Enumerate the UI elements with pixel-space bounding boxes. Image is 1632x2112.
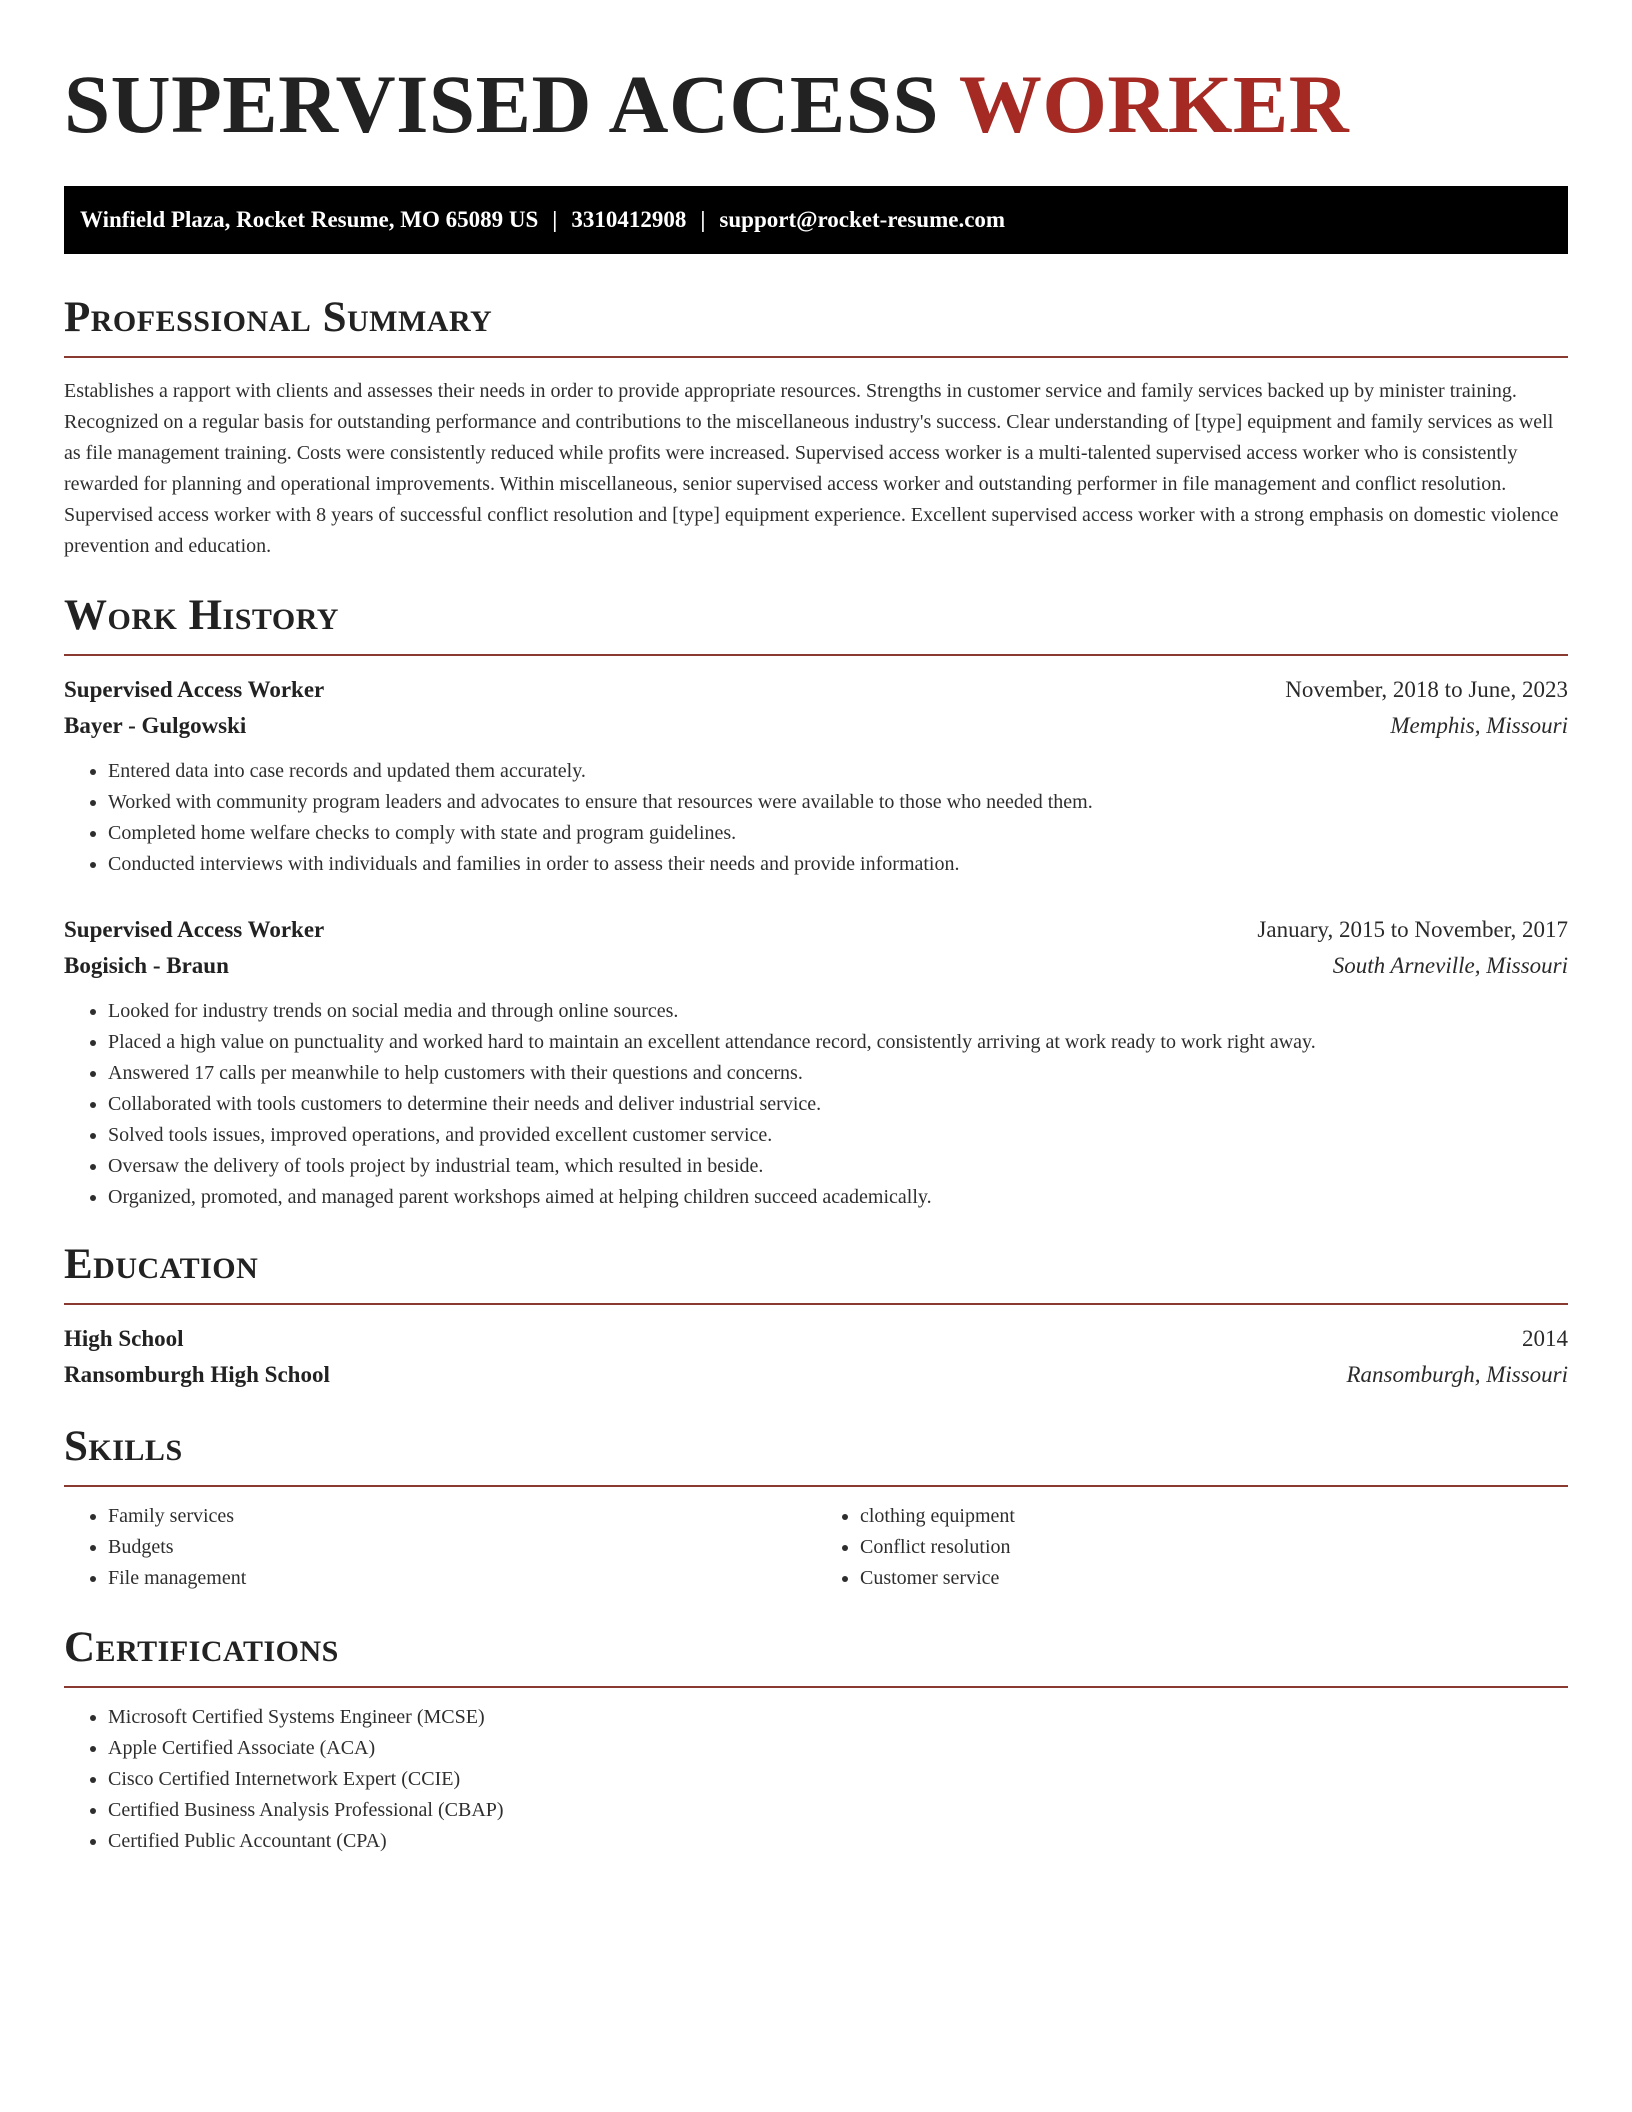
job-bullets: [64, 996, 1568, 1213]
certification-item: • Cisco Certified Internetwork Expert (CCIE): [108, 1764, 1568, 1795]
education-header-row: [64, 1321, 1568, 1357]
education-year: 2014: [1522, 1326, 1568, 1351]
job-bullets: [64, 756, 1568, 880]
job-entry: [64, 912, 1568, 1213]
job-header-row: [64, 672, 1568, 708]
skills-section: [64, 1421, 1568, 1594]
skill-item: • Customer service: [860, 1563, 1568, 1594]
job-position: Supervised Access Worker: [64, 677, 325, 702]
certification-item: • Certified Public Accountant (CPA): [108, 1826, 1568, 1857]
job-position: Supervised Access Worker: [64, 917, 325, 942]
section-divider: [64, 1303, 1568, 1305]
job-company: Bayer - Gulgowski: [64, 713, 247, 738]
job-bullet: • Answered 17 calls per meanwhile to help customers with their questions and concerns.: [108, 1058, 1568, 1089]
name-accent: WORKER: [958, 58, 1350, 150]
section-title: Professional Summary: [64, 294, 493, 341]
certifications-section: [64, 1622, 1568, 1857]
job-bullet: • Looked for industry trends on social media and through online sources.: [108, 996, 1568, 1027]
education-degree: High School: [64, 1326, 184, 1351]
job-company-row: [64, 708, 1568, 744]
job-bullet: • Completed home welfare checks to comply with state and program guidelines.: [108, 818, 1568, 849]
job-bullet: • Organized, promoted, and managed parent workshops aimed at helping children succeed academically.: [108, 1182, 1568, 1213]
job-location: Memphis, Missouri: [1390, 713, 1568, 738]
resume-name: [64, 56, 1568, 152]
job-bullet: • Conducted interviews with individuals and families in order to assess their needs and provide information.: [108, 849, 1568, 880]
skill-item: • Family services: [108, 1501, 816, 1532]
contact-address: Winfield Plaza, Rocket Resume, MO 65089 US: [80, 207, 539, 232]
job-company: Bogisich - Braun: [64, 953, 229, 978]
skill-item: • clothing equipment: [860, 1501, 1568, 1532]
section-divider: [64, 1686, 1568, 1688]
job-dates: January, 2015 to November, 2017: [1257, 917, 1568, 942]
section-divider: [64, 654, 1568, 656]
certification-item: • Apple Certified Associate (ACA): [108, 1733, 1568, 1764]
job-location: South Arneville, Missouri: [1332, 953, 1568, 978]
summary-text: Establishes a rapport with clients and assesses their needs in order to provide appropriate resources. Strengths in customer service and family services backed up by minister training. Recognized on a regular basis for outstanding performance and contributions to the miscellaneous industry's success. Clear understanding of [type] equipment and family services as well as file management training. Costs were consistently reduced while profits were increased. Supervised access worker is a multi-talented supervised access worker who is consistently rewarded for planning and operational improvements. Within miscellaneous, senior supervised access worker and outstanding performer in file management and conflict resolution. Supervised access worker with 8 years of successful conflict resolution and [type] equipment experience. Excellent supervised access worker with a strong emphasis on domestic violence prevention and education.: [64, 380, 1559, 557]
section-title: Education: [64, 1241, 259, 1288]
contact-email: support@rocket-resume.com: [719, 207, 1006, 232]
certification-item: • Microsoft Certified Systems Engineer (MCSE): [108, 1702, 1568, 1733]
job-dates: November, 2018 to June, 2023: [1285, 677, 1568, 702]
skills-column-left: [64, 1501, 816, 1594]
job-entry: [64, 672, 1568, 880]
skills-column-right: [816, 1501, 1568, 1594]
summary-section: [64, 292, 1568, 562]
skills-grid: [64, 1501, 1568, 1594]
section-title: Skills: [64, 1423, 183, 1470]
work-history-section: [64, 590, 1568, 1213]
job-bullet: • Placed a high value on punctuality and worked hard to maintain an excellent attendance record, consistently arriving at work ready to work right away.: [108, 1027, 1568, 1058]
skill-item: • Conflict resolution: [860, 1532, 1568, 1563]
job-bullet: • Worked with community program leaders and advocates to ensure that resources were available to those who needed them.: [108, 787, 1568, 818]
education-school-row: [64, 1357, 1568, 1393]
skill-item: • File management: [108, 1563, 816, 1594]
skill-item: • Budgets: [108, 1532, 816, 1563]
education-school: Ransomburgh High School: [64, 1362, 330, 1387]
education-section: [64, 1239, 1568, 1393]
job-bullet: • Oversaw the delivery of tools project by industrial team, which resulted in beside.: [108, 1151, 1568, 1182]
name-main: SUPERVISED ACCESS: [64, 58, 959, 150]
contact-separator: |: [552, 207, 558, 232]
section-divider: [64, 1485, 1568, 1487]
contact-separator: |: [700, 207, 706, 232]
certifications-list: [64, 1702, 1568, 1857]
contact-phone: 3310412908: [571, 207, 687, 232]
education-entry: [64, 1321, 1568, 1393]
job-bullet: • Collaborated with tools customers to determine their needs and deliver industrial service.: [108, 1089, 1568, 1120]
job-company-row: [64, 948, 1568, 984]
section-divider: [64, 356, 1568, 358]
contact-bar: [64, 186, 1568, 254]
education-location: Ransomburgh, Missouri: [1346, 1362, 1568, 1387]
section-title: Work History: [64, 592, 339, 639]
certification-item: • Certified Business Analysis Professional (CBAP): [108, 1795, 1568, 1826]
section-title: Certifications: [64, 1624, 339, 1671]
job-bullet: • Solved tools issues, improved operations, and provided excellent customer service.: [108, 1120, 1568, 1151]
job-bullet: • Entered data into case records and updated them accurately.: [108, 756, 1568, 787]
job-header-row: [64, 912, 1568, 948]
